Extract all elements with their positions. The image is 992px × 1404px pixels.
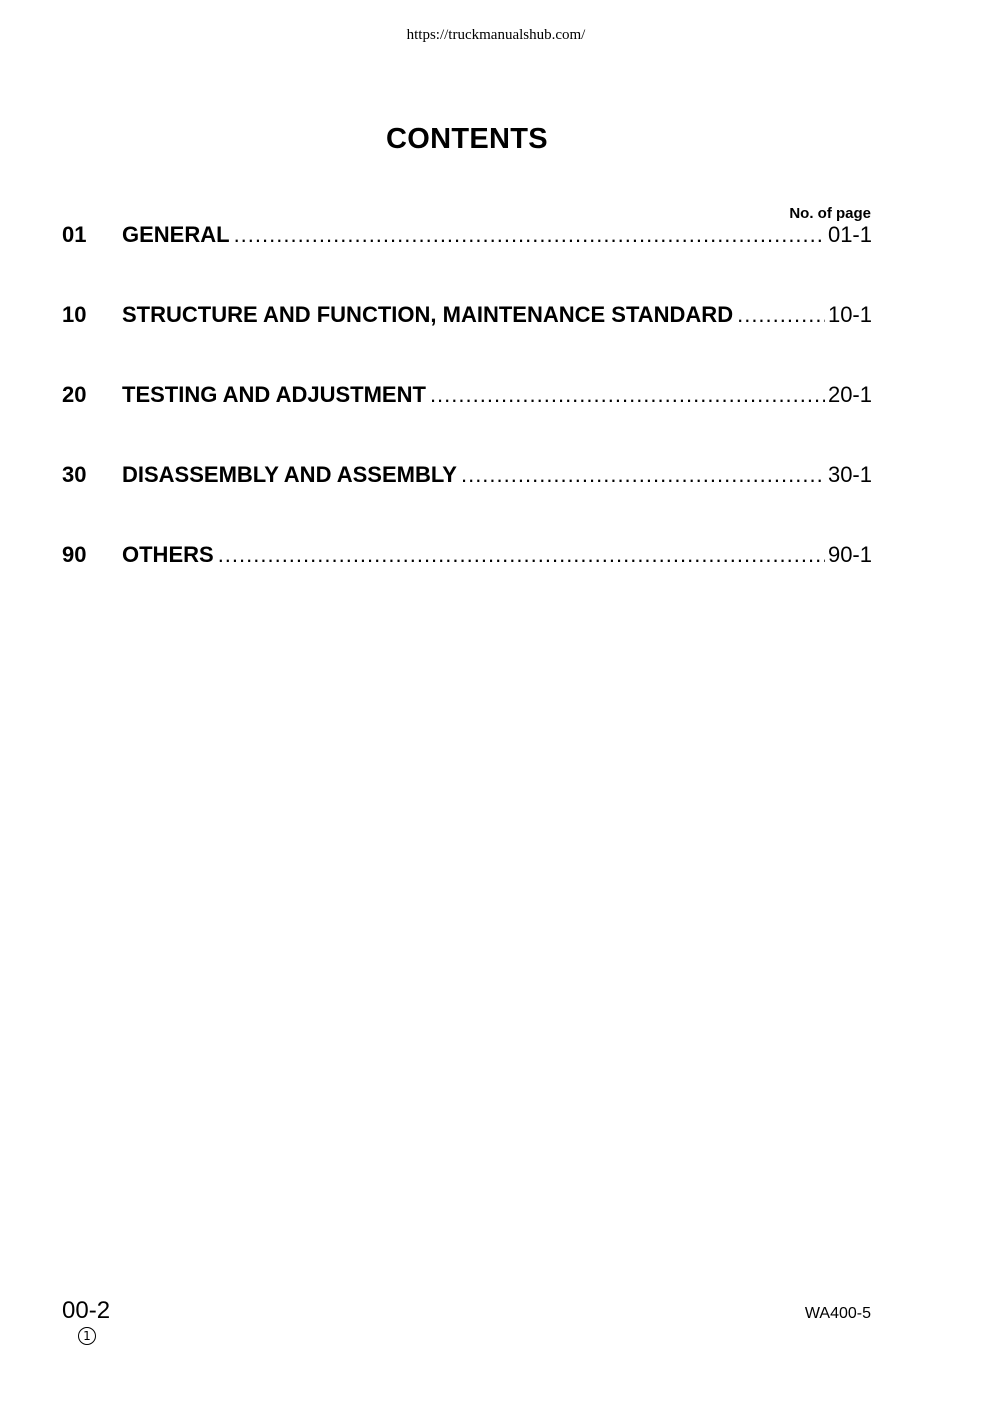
- source-url[interactable]: https://truckmanualshub.com/: [406, 27, 586, 43]
- page-reference: 10-1: [827, 302, 872, 327]
- section-title: TESTING AND ADJUSTMENT: [122, 382, 426, 407]
- section-number: 30: [62, 462, 87, 487]
- page-reference: 30-1: [827, 462, 872, 487]
- toc-entry-others[interactable]: [62, 542, 872, 572]
- section-title: GENERAL: [122, 222, 230, 247]
- section-title: DISASSEMBLY AND ASSEMBLY: [122, 462, 457, 487]
- section-title: STRUCTURE AND FUNCTION, MAINTENANCE STANDARD: [122, 302, 734, 327]
- page-reference: 01-1: [827, 222, 872, 247]
- page-reference: 20-1: [827, 382, 872, 407]
- footer-page-number: 00-2: [62, 1297, 111, 1324]
- dot-leader: [430, 382, 825, 408]
- page-title: CONTENTS: [386, 123, 548, 155]
- page-reference: 90-1: [827, 542, 872, 567]
- toc-entry-disassembly-and-assembly[interactable]: [62, 462, 872, 492]
- section-number: 20: [62, 382, 87, 407]
- section-title: OTHERS: [122, 542, 214, 567]
- section-number: 10: [62, 302, 87, 327]
- section-number: 90: [62, 542, 87, 567]
- footer-model-number: WA400-5: [804, 1305, 871, 1322]
- dot-leader: [234, 222, 825, 248]
- revision-mark: 1: [78, 1327, 96, 1345]
- section-number: 01: [62, 222, 87, 247]
- dot-leader: [737, 302, 825, 328]
- toc-entry-testing-and-adjustment[interactable]: [62, 382, 872, 412]
- toc-entry-structure-and-function[interactable]: [62, 302, 872, 332]
- dot-leader: [461, 462, 825, 488]
- toc-entry-general[interactable]: [62, 222, 872, 252]
- dot-leader: [218, 542, 825, 568]
- page-count-column-header: No. of page: [789, 205, 871, 222]
